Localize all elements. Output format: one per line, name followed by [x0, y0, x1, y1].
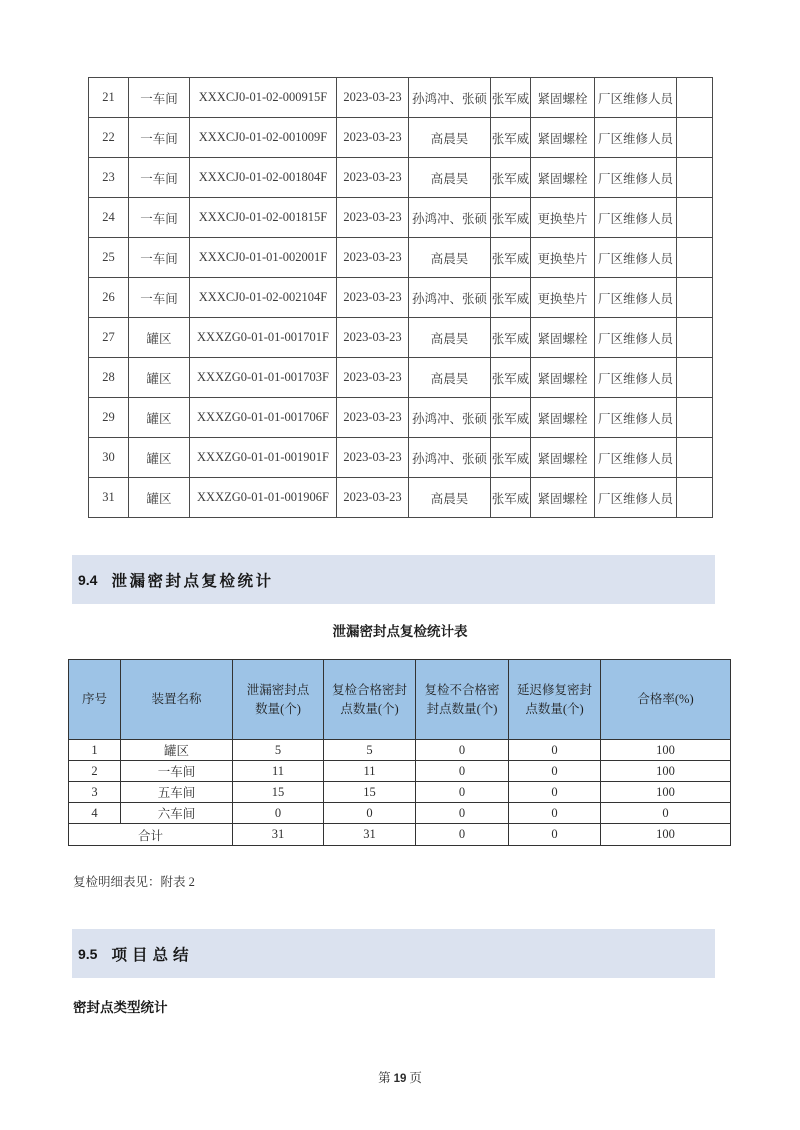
cell-total-delayed-repair-count: 0 — [509, 824, 601, 846]
cell-serial-no: 3 — [69, 782, 121, 803]
footer-prefix: 第 — [378, 1071, 391, 1085]
stats-header-row — [69, 660, 731, 740]
cell-repair-measure: 紧固螺栓 — [531, 438, 595, 478]
cell-delayed-repair-count: 0 — [509, 803, 601, 824]
stats-table-row — [69, 782, 731, 803]
cell-remark — [677, 478, 713, 518]
cell-seal-point-code: XXXCJ0-01-02-002104F — [190, 278, 337, 318]
cell-total-pass-rate: 100 — [601, 824, 731, 846]
cell-repair-staff: 厂区维修人员 — [595, 238, 677, 278]
cell-detector: 高晨昊 — [409, 478, 491, 518]
cell-date: 2023-03-23 — [337, 398, 409, 438]
cell-repair-measure: 紧固螺栓 — [531, 158, 595, 198]
stats-total-row — [69, 824, 731, 846]
cell-seal-point-code: XXXZG0-01-01-001901F — [190, 438, 337, 478]
header-recheck-fail-count: 复检不合格密封点数量(个) — [416, 660, 509, 740]
detail-table-row — [89, 118, 713, 158]
cell-seal-point-code: XXXZG0-01-01-001701F — [190, 318, 337, 358]
stats-table-caption: 泄漏密封点复检统计表 — [332, 624, 468, 639]
cell-repair-staff: 厂区维修人员 — [595, 278, 677, 318]
section-number: 9.5 — [78, 945, 98, 962]
cell-confirmer: 张军威 — [491, 198, 531, 238]
cell-pass-rate: 100 — [601, 761, 731, 782]
cell-unit-name: 六车间 — [121, 803, 233, 824]
cell-remark — [677, 398, 713, 438]
cell-date: 2023-03-23 — [337, 278, 409, 318]
cell-unit-name: 一车间 — [129, 78, 190, 118]
cell-repair-measure: 紧固螺栓 — [531, 478, 595, 518]
cell-recheck-fail-count: 0 — [416, 803, 509, 824]
cell-detector: 高晨昊 — [409, 358, 491, 398]
section-number: 9.4 — [78, 571, 98, 588]
cell-repair-staff: 厂区维修人员 — [595, 318, 677, 358]
cell-confirmer: 张军威 — [491, 398, 531, 438]
cell-detector: 孙鸿冲、张硕 — [409, 398, 491, 438]
cell-date: 2023-03-23 — [337, 118, 409, 158]
cell-unit-name: 罐区 — [121, 740, 233, 761]
cell-remark — [677, 118, 713, 158]
cell-confirmer: 张军威 — [491, 478, 531, 518]
cell-unit-name: 一车间 — [129, 118, 190, 158]
detail-table-row — [89, 278, 713, 318]
cell-confirmer: 张军威 — [491, 158, 531, 198]
cell-unit-name: 一车间 — [129, 278, 190, 318]
detail-table-row — [89, 198, 713, 238]
cell-remark — [677, 278, 713, 318]
cell-unit-name: 一车间 — [129, 158, 190, 198]
cell-remark — [677, 158, 713, 198]
cell-date: 2023-03-23 — [337, 318, 409, 358]
cell-serial-no: 22 — [89, 118, 129, 158]
cell-serial-no: 25 — [89, 238, 129, 278]
cell-recheck-fail-count: 0 — [416, 761, 509, 782]
header-delayed-repair-count: 延迟修复密封点数量(个) — [509, 660, 601, 740]
repair-detail-table — [88, 77, 713, 518]
cell-remark — [677, 78, 713, 118]
cell-date: 2023-03-23 — [337, 198, 409, 238]
detail-table-body — [89, 78, 713, 518]
cell-repair-measure: 更换垫片 — [531, 238, 595, 278]
cell-total-recheck-pass-count: 31 — [324, 824, 416, 846]
cell-detector: 孙鸿冲、张硕 — [409, 438, 491, 478]
stats-table-row — [69, 761, 731, 782]
cell-repair-staff: 厂区维修人员 — [595, 158, 677, 198]
cell-detector: 孙鸿冲、张硕 — [409, 278, 491, 318]
cell-seal-point-code: XXXCJ0-01-02-001009F — [190, 118, 337, 158]
cell-date: 2023-03-23 — [337, 158, 409, 198]
header-pass-rate: 合格率(%) — [601, 660, 731, 740]
cell-repair-staff: 厂区维修人员 — [595, 78, 677, 118]
cell-serial-no: 24 — [89, 198, 129, 238]
stats-table-row — [69, 740, 731, 761]
cell-remark — [677, 198, 713, 238]
cell-date: 2023-03-23 — [337, 438, 409, 478]
cell-seal-point-code: XXXZG0-01-01-001906F — [190, 478, 337, 518]
cell-seal-point-code: XXXCJ0-01-02-001815F — [190, 198, 337, 238]
cell-repair-measure: 更换垫片 — [531, 278, 595, 318]
cell-repair-measure: 紧固螺栓 — [531, 118, 595, 158]
cell-serial-no: 30 — [89, 438, 129, 478]
section-heading-9-5 — [72, 929, 715, 978]
cell-detector: 高晨昊 — [409, 158, 491, 198]
cell-seal-point-code: XXXCJ0-01-02-000915F — [190, 78, 337, 118]
cell-delayed-repair-count: 0 — [509, 761, 601, 782]
detail-table-row — [89, 158, 713, 198]
cell-confirmer: 张军威 — [491, 358, 531, 398]
cell-confirmer: 张军威 — [491, 438, 531, 478]
cell-unit-name: 罐区 — [129, 358, 190, 398]
cell-seal-point-code: XXXCJ0-01-01-002001F — [190, 238, 337, 278]
cell-confirmer: 张军威 — [491, 278, 531, 318]
cell-pass-rate: 0 — [601, 803, 731, 824]
cell-seal-point-code: XXXZG0-01-01-001703F — [190, 358, 337, 398]
cell-date: 2023-03-23 — [337, 78, 409, 118]
cell-seal-point-code: XXXCJ0-01-02-001804F — [190, 158, 337, 198]
cell-serial-no: 4 — [69, 803, 121, 824]
cell-detector: 孙鸿冲、张硕 — [409, 78, 491, 118]
header-unit-name: 装置名称 — [121, 660, 233, 740]
cell-delayed-repair-count: 0 — [509, 782, 601, 803]
cell-detector: 孙鸿冲、张硕 — [409, 198, 491, 238]
cell-delayed-repair-count: 0 — [509, 740, 601, 761]
cell-date: 2023-03-23 — [337, 358, 409, 398]
cell-recheck-fail-count: 0 — [416, 740, 509, 761]
cell-repair-measure: 紧固螺栓 — [531, 78, 595, 118]
stats-table-row — [69, 803, 731, 824]
cell-repair-measure: 紧固螺栓 — [531, 398, 595, 438]
cell-repair-staff: 厂区维修人员 — [595, 478, 677, 518]
cell-repair-staff: 厂区维修人员 — [595, 198, 677, 238]
cell-pass-rate: 100 — [601, 740, 731, 761]
header-leak-count: 泄漏密封点数量(个) — [233, 660, 324, 740]
cell-remark — [677, 318, 713, 358]
cell-repair-staff: 厂区维修人员 — [595, 438, 677, 478]
cell-serial-no: 27 — [89, 318, 129, 358]
cell-leak-count: 15 — [233, 782, 324, 803]
detail-table-row — [89, 398, 713, 438]
cell-serial-no: 28 — [89, 358, 129, 398]
cell-total-leak-count: 31 — [233, 824, 324, 846]
cell-repair-staff: 厂区维修人员 — [595, 118, 677, 158]
cell-repair-staff: 厂区维修人员 — [595, 398, 677, 438]
recheck-detail-note: 复检明细表见：附表 2 — [73, 875, 195, 889]
header-recheck-pass-count: 复检合格密封点数量(个) — [324, 660, 416, 740]
cell-unit-name: 一车间 — [129, 238, 190, 278]
cell-pass-rate: 100 — [601, 782, 731, 803]
cell-detector: 高晨昊 — [409, 238, 491, 278]
cell-unit-name: 一车间 — [129, 198, 190, 238]
cell-unit-name: 一车间 — [121, 761, 233, 782]
detail-table-row — [89, 438, 713, 478]
cell-leak-count: 11 — [233, 761, 324, 782]
cell-detector: 高晨昊 — [409, 318, 491, 358]
header-serial-no: 序号 — [69, 660, 121, 740]
cell-repair-measure: 紧固螺栓 — [531, 358, 595, 398]
cell-remark — [677, 238, 713, 278]
cell-recheck-pass-count: 0 — [324, 803, 416, 824]
cell-unit-name: 罐区 — [129, 438, 190, 478]
cell-serial-no: 26 — [89, 278, 129, 318]
cell-total-recheck-fail-count: 0 — [416, 824, 509, 846]
cell-unit-name: 罐区 — [129, 478, 190, 518]
cell-serial-no: 2 — [69, 761, 121, 782]
cell-recheck-pass-count: 5 — [324, 740, 416, 761]
page-footer — [0, 1068, 800, 1086]
cell-repair-measure: 更换垫片 — [531, 198, 595, 238]
cell-seal-point-code: XXXZG0-01-01-001706F — [190, 398, 337, 438]
cell-serial-no: 31 — [89, 478, 129, 518]
cell-confirmer: 张军威 — [491, 318, 531, 358]
cell-unit-name: 罐区 — [129, 398, 190, 438]
subheading-seal-type-stats: 密封点类型统计 — [73, 1000, 168, 1015]
detail-table-row — [89, 478, 713, 518]
section-title: 泄漏密封点复检统计 — [111, 572, 274, 590]
cell-recheck-pass-count: 15 — [324, 782, 416, 803]
cell-serial-no: 21 — [89, 78, 129, 118]
cell-recheck-fail-count: 0 — [416, 782, 509, 803]
detail-table-row — [89, 358, 713, 398]
detail-table-row — [89, 238, 713, 278]
detail-table-row — [89, 318, 713, 358]
cell-date: 2023-03-23 — [337, 478, 409, 518]
cell-serial-no: 29 — [89, 398, 129, 438]
cell-serial-no: 1 — [69, 740, 121, 761]
footer-page-number: 19 — [393, 1073, 407, 1085]
stats-table-body — [69, 740, 731, 824]
footer-suffix: 页 — [409, 1071, 422, 1085]
cell-repair-staff: 厂区维修人员 — [595, 358, 677, 398]
cell-confirmer: 张军威 — [491, 118, 531, 158]
cell-remark — [677, 438, 713, 478]
detail-table-row — [89, 78, 713, 118]
cell-unit-name: 五车间 — [121, 782, 233, 803]
recheck-stats-table — [68, 659, 731, 846]
cell-remark — [677, 358, 713, 398]
cell-confirmer: 张军威 — [491, 78, 531, 118]
cell-recheck-pass-count: 11 — [324, 761, 416, 782]
cell-detector: 高晨昊 — [409, 118, 491, 158]
cell-unit-name: 罐区 — [129, 318, 190, 358]
cell-total-label: 合计 — [69, 824, 233, 846]
cell-leak-count: 0 — [233, 803, 324, 824]
cell-leak-count: 5 — [233, 740, 324, 761]
cell-confirmer: 张军威 — [491, 238, 531, 278]
cell-date: 2023-03-23 — [337, 238, 409, 278]
section-title: 项目总结 — [111, 946, 194, 964]
cell-repair-measure: 紧固螺栓 — [531, 318, 595, 358]
cell-serial-no: 23 — [89, 158, 129, 198]
section-heading-9-4 — [72, 555, 715, 604]
